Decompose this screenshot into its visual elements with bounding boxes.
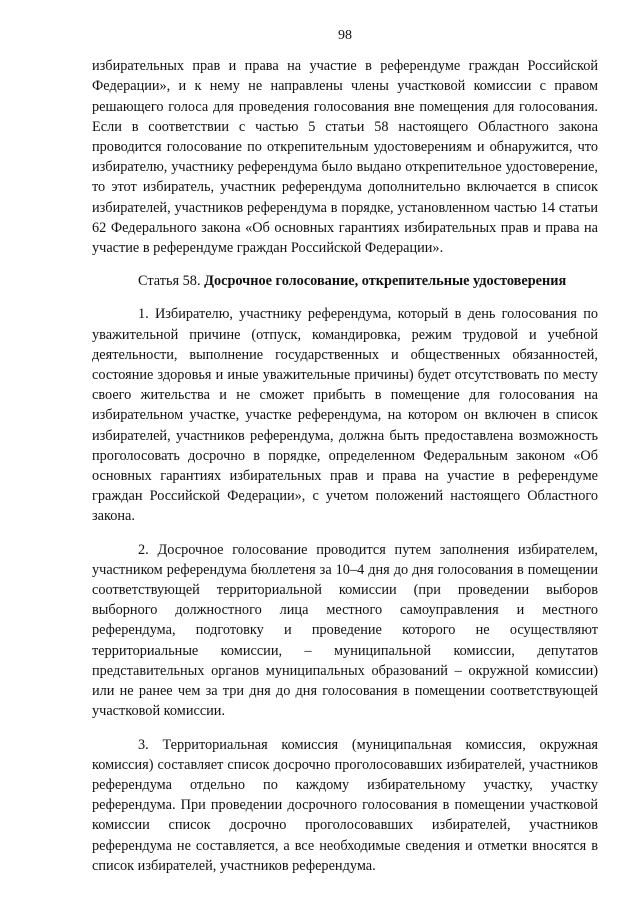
article-title: Досрочное голосование, открепительные удостоверения — [204, 273, 567, 290]
paragraph-3: 3. Территориальная комиссия (муниципальная комиссия, окружная комиссия) составляет список досрочно проголосовавших избирателей, участников референдума отдельно по каждому избирательному участку, участку референдума. При проведении досрочного голосования в помещении участковой комиссии список досрочно проголосовавших избирателей, участников референдума не составляется, а все необходимые сведения и отметки вносятся в список избирателей, участников референдума. — [92, 736, 598, 874]
paragraph-2: 2. Досрочное голосование проводится путем заполнения избирателем, участником референдума бюллетеня за 10–4 дня до дня голосования в помещении соответствующей территориальной комиссии (при проведении выборов выборного должностного лица местного самоуправления и местного референдума, подготовку и проведение которого не осуществляют территориальные комиссии, – муниципальной комиссии, депутатов представительных органов муниципальных образований – окружной комиссии) или не ранее чем за три дня до дня голосования в помещении соответствующей участковой комиссии. — [92, 541, 598, 720]
intro-paragraph: избирательных прав и права на участие в референдуме граждан Российской Федерации», и к нему не направлены члены участковой комиссии с правом решающего голоса для проведения голосования вне помещения для голосования. Если в соответствии с частью 5 статьи 58 настоящего Областного закона проводится голосование по открепительным удостоверениям и обнаружится, что избирателю, участнику референдума было выдано открепительное удостоверение, то этот избиратель, участник референдума дополнительно включается в список избирателей, участников референдума в порядке, установленном частью 14 статьи 62 Федерального закона «Об основных гарантиях избирательных прав и права на участие в референдуме граждан Российской Федерации». — [92, 58, 598, 257]
article-label: Статья 58. — [138, 273, 201, 290]
article-heading — [92, 271, 598, 291]
paragraph-1: 1. Избирателю, участнику референдума, который в день голосования по уважительной причине (отпуск, командировка, режим трудовой и учебной деятельности, выполнение государственных и общественных обязанностей, состояние здоровья и иные уважительные причины) будет отсутствовать по месту своего жительства и не сможет прибыть в помещение для голосования на избирательном участке, участке референдума, на котором он включен в список избирателей, участников референдума, должна быть предоставлена возможность проголосовать досрочно в порядке, определенном Федеральным законом «Об основных гарантиях избирательных прав и права на участие в референдуме граждан Российской Федерации», с учетом положений настоящего Областного закона. — [92, 306, 598, 525]
page-number: 98 — [338, 28, 352, 43]
document-page — [92, 26, 598, 886]
